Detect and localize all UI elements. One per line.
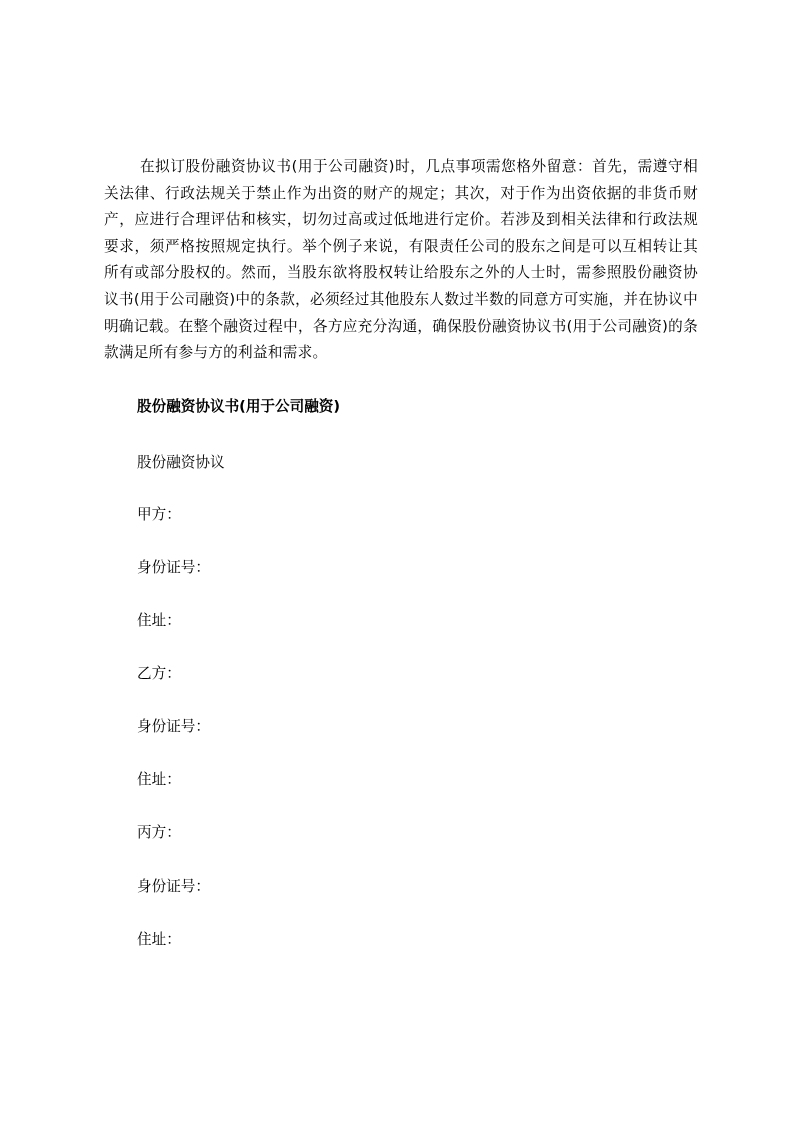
agreement-subtitle: 股份融资协议 — [137, 454, 225, 471]
party-a-id-label: 身份证号： — [137, 559, 210, 576]
document-title: 股份融资协议书(用于公司融资) — [137, 398, 341, 415]
party-c-label: 丙方： — [137, 824, 181, 841]
party-a-label: 甲方： — [137, 506, 181, 523]
party-c-address-label: 住址： — [137, 931, 181, 948]
party-b-label: 乙方： — [137, 665, 181, 682]
party-b-address-label: 住址： — [137, 771, 181, 788]
intro-paragraph: 在拟订股份融资协议书(用于公司融资)时，几点事项需您格外留意：首先，需遵守相关法律、行政法规关于禁止作为出资的财产的规定；其次，对于作为出资依据的非货币财产，应进行合理评估和核实，切勿过高或过低地进行定价。若涉及到相关法律和行政法规要求，须严格按照规定执行。举个例子来说，有限责任公司的股东之间是可以互相转让其所有或部分股权的。然而，当股东欲将股权转让给股东之外的人士时，需参照股份融资协议书(用于公司融资)中的条款，必须经过其他股东人数过半数的同意方可实施，并在协议中明确记载。在整个融资过程中，各方应充分沟通，确保股份融资协议书(用于公司融资)的条款满足所有参与方的利益和需求。 — [104, 158, 698, 362]
party-a-address-label: 住址： — [137, 612, 181, 629]
party-c-id-label: 身份证号： — [137, 878, 210, 895]
party-b-id-label: 身份证号： — [137, 718, 210, 735]
